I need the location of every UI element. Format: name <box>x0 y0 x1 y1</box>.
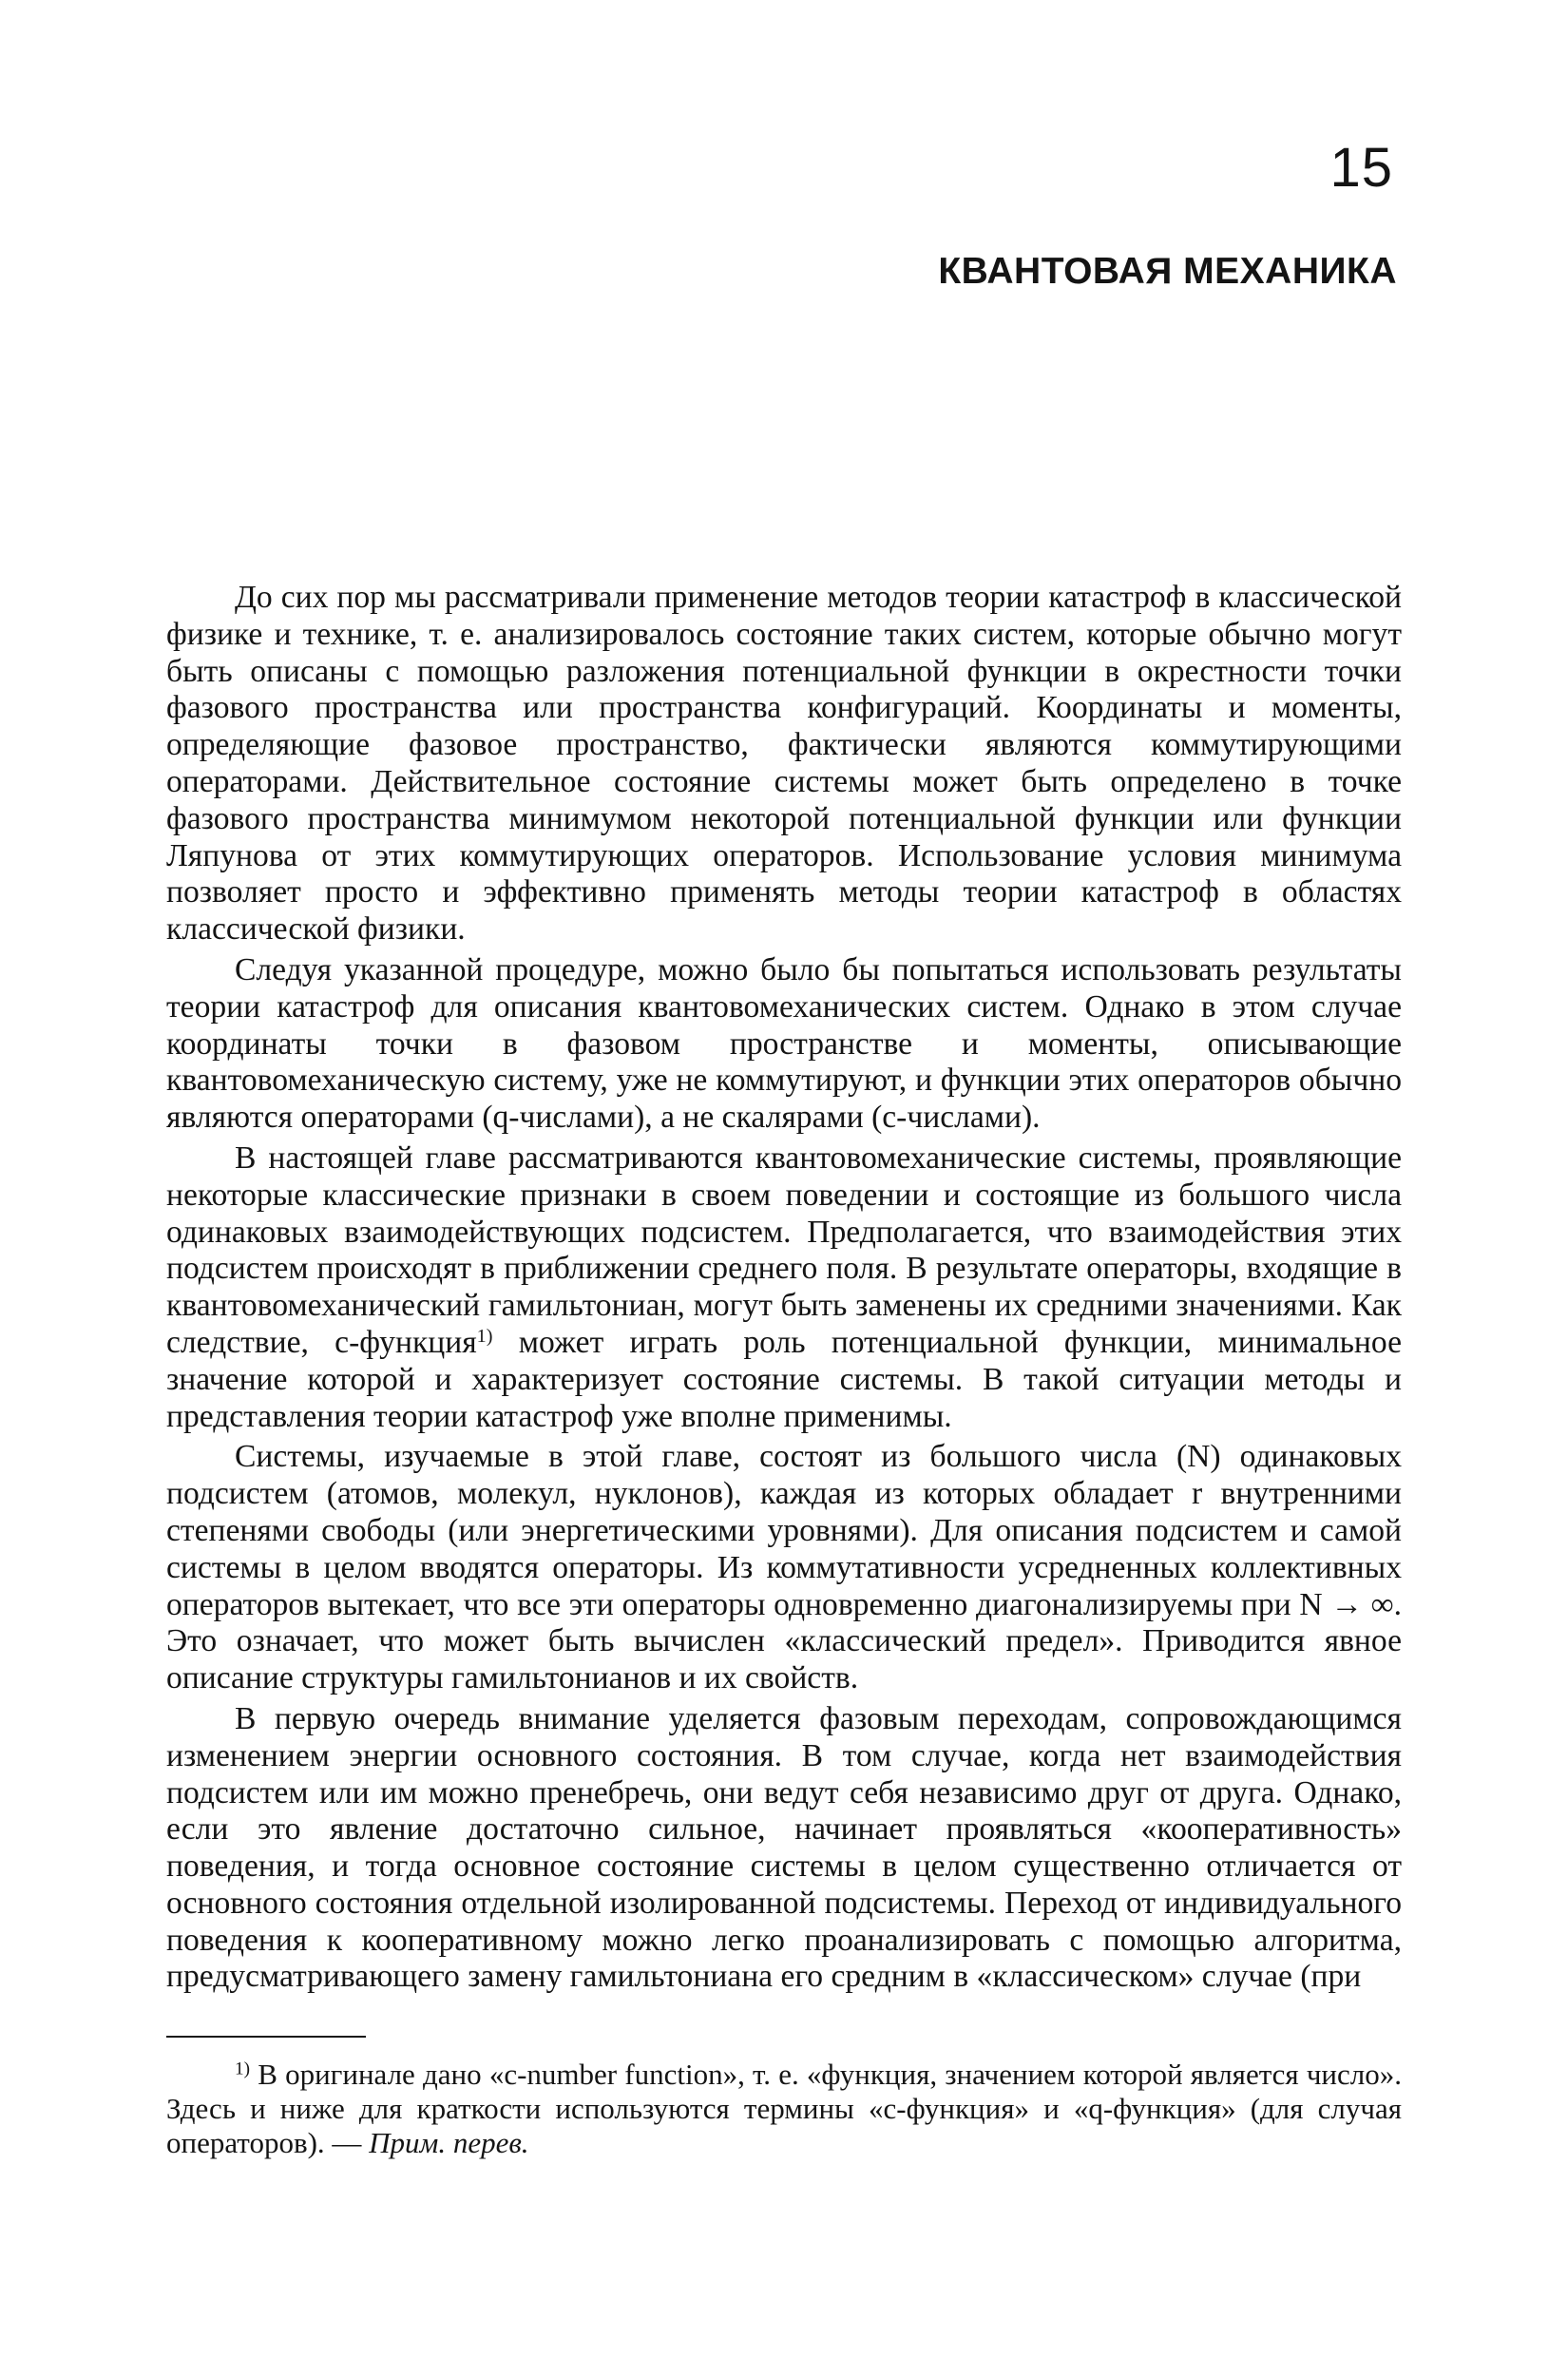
paragraph-3 <box>166 1140 1402 1435</box>
paragraph-text: Следуя указанной процедуре, можно было бы попытаться использовать результаты теории катастроф для описания квантовомеханических систем. Однако в этом случае координаты точки в фазовом пространстве и моменты, описывающие квантовомеханическую систему, уже не коммутируют, и функции этих операторов обычно являются операторами (q-числами), а не скалярами (c-числами). <box>166 951 1402 1136</box>
paragraph-5 <box>166 1701 1402 1996</box>
paragraph-text: В первую очередь внимание уделяется фазовым переходам, сопровождающимся изменением энергии основного состояния. В том случае, когда нет взаимодействия подсистем или им можно пренебречь, они ведут себя независимо друг от друга. Однако, если это явление достаточно сильное, начинает проявляться «кооперативность» поведения, и тогда основное состояние системы в целом существенно отличается от основного состояния отдельной изолированной подсистемы. Переход от индивидуального поведения к кооперативному можно легко проанализировать с помощью алгоритма, предусматривающего замену гамильтониана его средним в «классическом» случае (при <box>166 1700 1402 1995</box>
paragraph-text: В настоящей главе рассматриваются квантовомеханические системы, проявляющие некоторые классические признаки в своем поведении и состоящие из большого числа одинаковых взаимодействующих подсистем. Предполагается, что взаимодействия этих подсистем происходят в приближении среднего поля. В результате операторы, входящие в квантовомеханический гамильтониан, могут быть заменены их средними значениями. Как следствие, c-функция <box>166 1140 1402 1360</box>
footnote <box>166 2058 1402 2160</box>
paragraph-1 <box>166 580 1402 948</box>
paragraph-text: Системы, изучаемые в этой главе, состоят из большого числа (N) одинаковых подсистем (атомов, молекул, нуклонов), каждая из которых обладает r внутренними степенями свободы (или энергетическими уровнями). Для описания подсистем и самой системы в целом вводятся операторы. Из коммутативности усредненных коллективных операторов вытекает, что все эти операторы одновременно диагонализируемы при N → ∞. Это означает, что может быть вычислен «классический предел». Приводится явное описание структуры гамильтонианов и их свойств. <box>166 1439 1402 1696</box>
chapter-title: КВАНТОВАЯ МЕХАНИКА <box>938 251 1397 292</box>
footnote-divider <box>166 2036 366 2038</box>
paragraph-4 <box>166 1439 1402 1697</box>
chapter-number: 15 <box>1329 137 1393 199</box>
footnote-reference: 1) <box>476 1325 493 1347</box>
footnote-marker: 1) <box>235 2059 250 2079</box>
footnote-signature: Прим. перев. <box>369 2126 529 2159</box>
paragraph-text-continued: может играть роль потенциальной функции, минимальное значение которой и характеризует состояние системы. В такой ситуации методы и представления теории катастроф уже вполне применимы. <box>166 1324 1402 1434</box>
paragraph-text: До сих пор мы рассматривали применение методов теории катастроф в классической физике и технике, т. е. анализировалось состояние таких систем, которые обычно могут быть описаны с помощью разложения потенциальной функции в окрестности точки фазового пространства или пространства конфигураций. Координаты и моменты, определяющие фазовое пространство, фактически являются коммутирующими операторами. Действительное состояние системы может быть определено в точке фазового пространства минимумом некоторой потенциальной функции или функции Ляпунова от этих коммутирующих операторов. Использование условия минимума позволяет просто и эффективно применять методы теории катастроф в областях классической физики. <box>166 580 1402 948</box>
paragraph-2 <box>166 952 1402 1137</box>
body-text <box>166 580 1402 2000</box>
footnote-text: В оригинале дано «c-number function», т. е. «функция, значением которой является число». Здесь и ниже для краткости используются термины «c-функция» и «q-функция» (для случая операторов). — <box>166 2058 1402 2159</box>
